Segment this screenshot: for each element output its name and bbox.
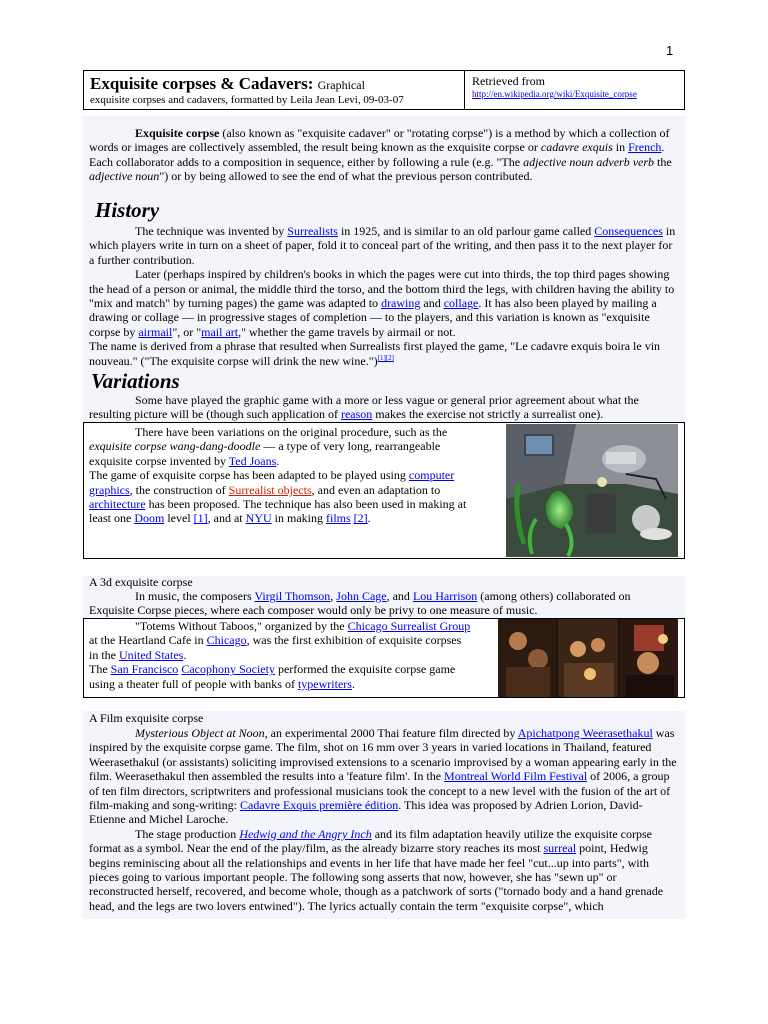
exhibition-crowd-image [498,619,678,697]
link-airmail[interactable]: airmail [138,324,173,339]
link-surrealists[interactable]: Surrealists [287,224,338,238]
link-typewriters[interactable]: typewriters [297,676,352,691]
reference-links[interactable]: [1][2] [377,353,394,362]
link-lou-harrison[interactable]: Lou Harrison [412,589,478,603]
link-chicago[interactable]: Chicago [206,633,247,648]
link-computer[interactable]: computer [408,468,455,483]
variations-figure-box [83,422,685,559]
header-source-cell [466,71,684,109]
variations-box-text: There have been variations on the original procedure, such as the exquisite corpse wang-dang-doodle — a type of very long, rearrangeable exquisite corpse invented by Ted Joans. The game of exquisite corpse has been adapted to be played using computer graphics, the construction of Surrealist objects, and even an adaptation to architecture has been proposed. The technique has also been used in making at least one Doom level [1], and at NYU in making films [2]. [89,425,467,526]
film-paragraph-1: Mysterious Object at Noon, an experimental 2000 Thai feature film directed by Apichatpong Weerasethakul was inspired by the exquisite corpse game. The film, shot on 16 mm over 3 years in varied locations in Thailand, featured Weerasethakul (or assistants) soliciting improvised extensions to a scenario improvised by a woman appearing early in the film. Weerasethakul then assembled the results into a 'feature film'. In the Montreal World Film Festival of 2006, a group of ten film directors, scriptwriters and professional musicians took the concept to a new level with the fusion of the art of film-making and song-writing: Cadavre Exquis première édition. This idea was proposed by Adrien Lorion, David-Etienne and Michel Laroche. [89,726,677,827]
retrieved-label: Retrieved from [472,74,545,88]
link-ted-joans[interactable]: Ted Joans [228,453,277,468]
header-title-cell [84,71,465,109]
link-john-cage[interactable]: John Cage [336,589,387,603]
link-doom[interactable]: Doom [134,511,165,526]
link-drawing[interactable]: drawing [381,296,421,311]
link-surrealist-objects[interactable]: Surrealist objects [228,482,312,497]
link-reason[interactable]: reason [340,407,373,422]
document-subtitle: exquisite corpses and cadavers, formatted by Leila Jean Levi, 09-03-07 [90,94,404,106]
reference-link-2[interactable]: [2] [353,511,368,526]
link-cadavre-exquis[interactable]: Cadavre Exquis première édition [239,798,399,813]
film-section [89,726,677,913]
reference-link-1[interactable]: [1] [193,511,208,526]
link-surreal[interactable]: surreal [543,841,577,856]
3d-exquisite-corpse-image [506,424,678,557]
link-virgil-thomson[interactable]: Virgil Thomson [254,589,331,603]
header-table [83,70,685,110]
history-paragraph-1: The technique was invented by Surrealists in 1925, and is similar to an old parlour game called Consequences in which players write in turn on a sheet of paper, fold it to conceal part of the writing, and then pass it to the next player for a further contribution. [89,224,676,267]
link-french[interactable]: French [628,140,662,155]
link-chicago-surrealist-group[interactable]: Chicago Surrealist Group [347,619,471,633]
document-title: Exquisite corpses & Cadavers: Graphical [90,74,365,93]
figure-caption-3d: A 3d exquisite corpse [89,575,193,589]
link-collage[interactable]: collage [443,296,479,311]
link-graphics[interactable]: graphics [89,482,130,497]
history-paragraph-2: Later (perhaps inspired by children's books in which the pages were cut into thirds, the top third pages showing the head of a person or animal, the middle third the torso, and the bottom third the legs, with children having the ability to "mix and match" by turning pages) the game was adapted to drawing and collage. It has also been played by mailing a drawing or collage — in progressive stages of completion — to the players, and this variation is known as "exquisite corpse by airmail", or "mail art," whether the game travels by airmail or not. [89,267,675,339]
link-cacophony-society[interactable]: Cacophony Society [181,662,275,677]
exhibition-figure-box [83,618,685,698]
link-hedwig[interactable]: Hedwig and the Angry Inch [239,826,372,841]
exhibition-box-text: "Totems Without Taboos," organized by the Chicago Surrealist Group at the Heartland Cafe in Chicago, was the first exhibition of exquisite corpses in the United States. The San Francisco Cacophony Society performed the exquisite corpse game using a theater full of people with banks of typewriters. [89,619,471,691]
link-architecture[interactable]: architecture [89,497,146,512]
link-montreal-world-film-festival[interactable]: Montreal World Film Festival [444,769,588,784]
history-heading: History [95,198,160,222]
variations-paragraph: Some have played the graphic game with a more or less vague or general prior agreement about what the resulting picture will be (though such application of reason makes the exercise not strictly a surrealist one). [89,393,639,422]
music-paragraph: In music, the composers Virgil Thomson, John Cage, and Lou Harrison (among others) collaborated on Exquisite Corpse pieces, where each composer would only be privy to one measure of music. [89,589,631,618]
link-consequences[interactable]: Consequences [594,224,663,238]
link-nyu[interactable]: NYU [245,511,272,526]
history-paragraph-3: The name is derived from a phrase that resulted when Surrealists first played the game, "Le cadavre exquis boira le vin nouveau." ("The exquisite corpse will drink the new wine.")[1][2] [89,339,661,368]
link-films[interactable]: films [325,511,351,526]
variations-heading: Variations [91,369,180,393]
link-apichatpong-weerasethakul[interactable]: Apichatpong Weerasethakul [517,726,653,740]
film-paragraph-2: The stage production Hedwig and the Angry Inch and its film adaptation heavily utilize the exquisite corpse format as a symbol. Near the end of the play/film, as the already bizarre story reaches its most surreal point, Hedwig begins reminiscing about all the relationships and events in her life that have made her feel "cut...up into parts", with pieces going to various important people. The following song asserts that now, however, she has "sewn up" or reconstructed herself, recovered, and become whole, though as a patchwork of sorts ("tornado body and a hand grenade head, and the legs are two lovers entwined"). The lyrics actually contain the term "exquisite corpse", which [89,826,664,913]
history-section [89,224,677,368]
figure-caption-film: A Film exquisite corpse [89,711,204,725]
link-mail-art[interactable]: mail art [201,324,239,339]
link-united-states[interactable]: United States [119,647,184,662]
source-url-link[interactable]: http://en.wikipedia.org/wiki/Exquisite_corpse [472,89,637,99]
page-number: 1 [666,43,674,58]
link-san-francisco[interactable]: San Francisco [110,662,179,677]
intro-paragraph: Exquisite corpse (also known as "exquisite cadaver" or "rotating corpse") is a method by which a collection of words or images are collectively assembled, the result being known as the exquisite corpse or cadavre exquis in French. Each collaborator adds to a composition in sequence, either by following a rule (e.g. "The adjective noun adverb verb the adjective noun") or by being allowed to see the end of what the previous person contributed. [89,126,672,184]
